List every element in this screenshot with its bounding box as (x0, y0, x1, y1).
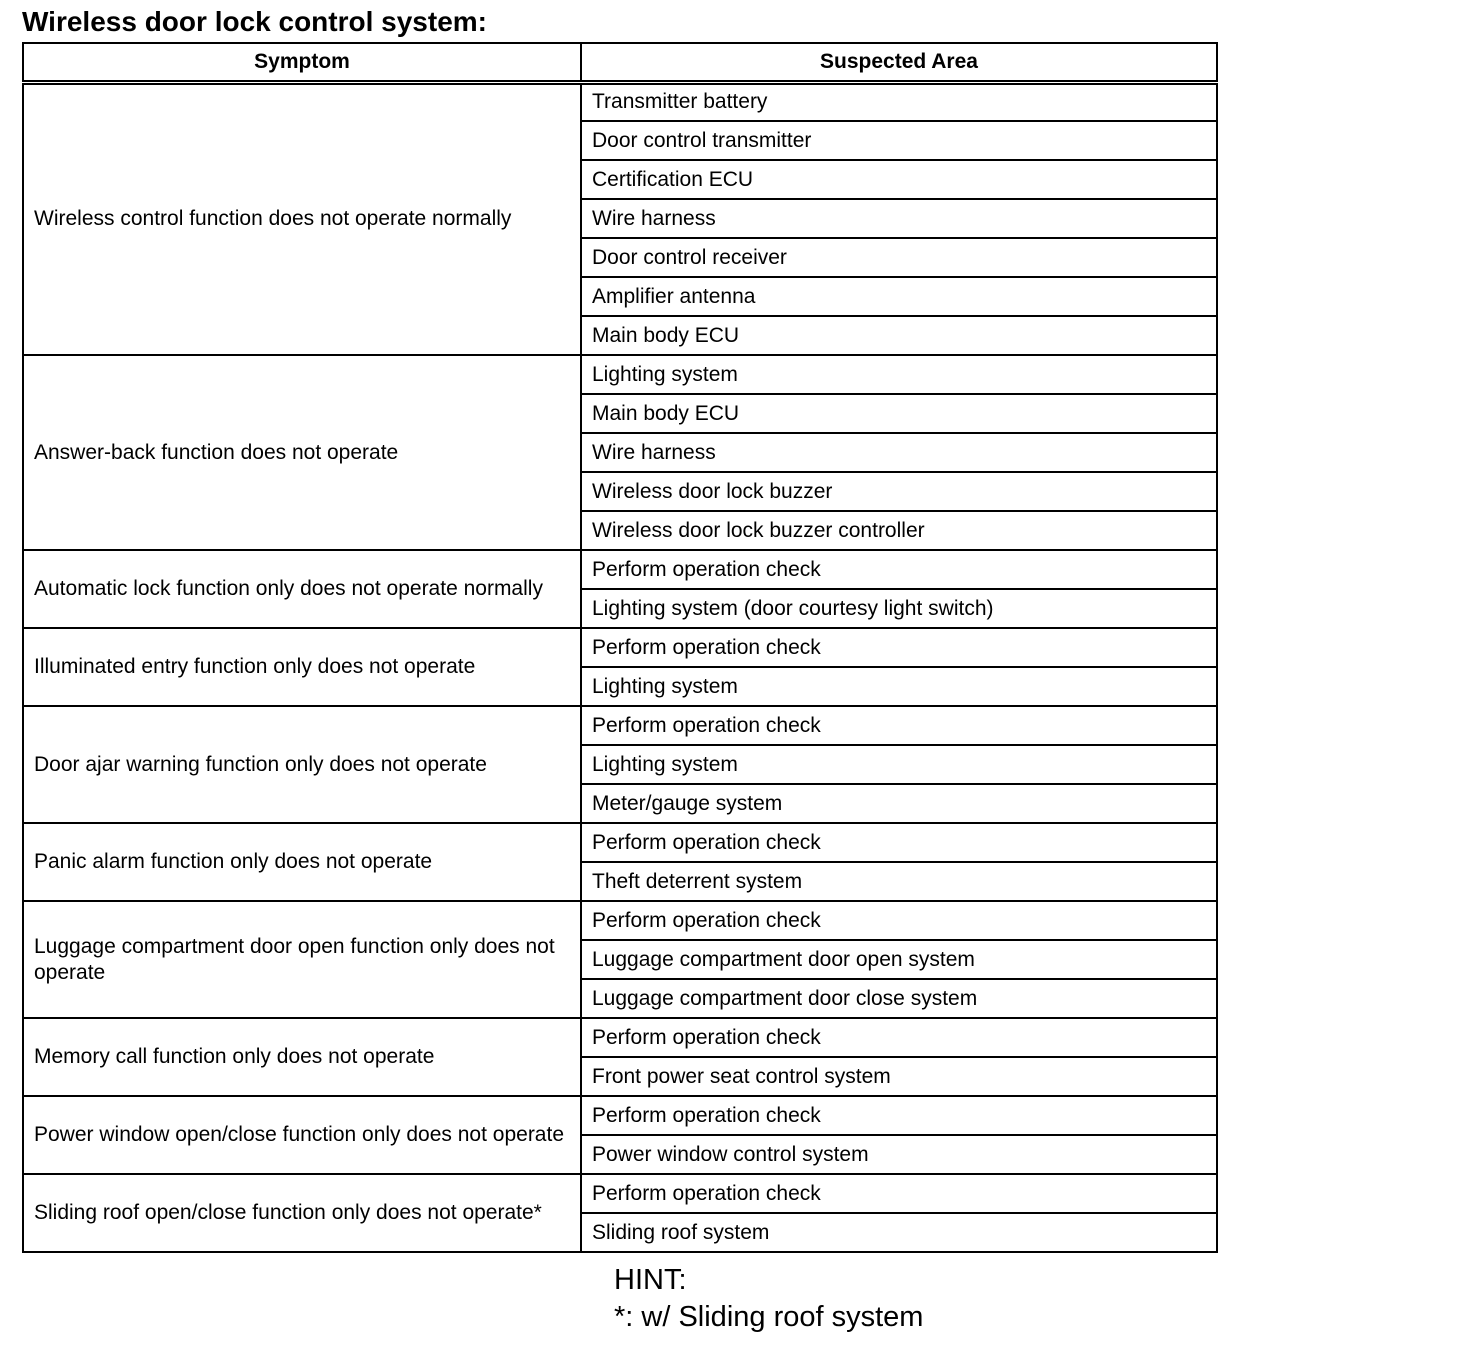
symptom-cell: Wireless control function does not operate normally (23, 82, 581, 355)
symptom-column-header: Symptom (23, 43, 581, 82)
suspected-area-cell: Wireless door lock buzzer (581, 472, 1217, 511)
suspected-area-cell: Lighting system (581, 667, 1217, 706)
suspected-area-cell: Perform operation check (581, 628, 1217, 667)
suspected-area-cell: Perform operation check (581, 1096, 1217, 1135)
table-row (23, 1018, 1217, 1057)
suspected-area-cell: Lighting system (door courtesy light switch) (581, 589, 1217, 628)
suspected-area-cell: Power window control system (581, 1135, 1217, 1174)
suspected-area-cell: Door control transmitter (581, 121, 1217, 160)
suspected-area-cell: Wire harness (581, 433, 1217, 472)
suspected-area-cell: Transmitter battery (581, 82, 1217, 121)
hint-block (614, 1262, 923, 1336)
suspected-area-cell: Sliding roof system (581, 1213, 1217, 1252)
suspected-area-cell: Certification ECU (581, 160, 1217, 199)
table-row (23, 628, 1217, 667)
table-row (23, 706, 1217, 745)
table-row (23, 901, 1217, 940)
suspected-area-cell: Luggage compartment door close system (581, 979, 1217, 1018)
suspected-area-cell: Perform operation check (581, 706, 1217, 745)
suspected-area-cell: Main body ECU (581, 316, 1217, 355)
table-body (23, 82, 1217, 1252)
suspected-area-cell: Amplifier antenna (581, 277, 1217, 316)
page-title: Wireless door lock control system: (22, 6, 487, 37)
suspected-area-cell: Theft deterrent system (581, 862, 1217, 901)
suspected-area-cell: Wireless door lock buzzer controller (581, 511, 1217, 550)
symptom-cell: Luggage compartment door open function only does not operate (23, 901, 581, 1018)
symptom-cell: Illuminated entry function only does not operate (23, 628, 581, 706)
symptom-cell: Panic alarm function only does not operate (23, 823, 581, 901)
suspected-area-cell: Perform operation check (581, 1174, 1217, 1213)
symptom-cell: Memory call function only does not operate (23, 1018, 581, 1096)
suspected-area-cell: Meter/gauge system (581, 784, 1217, 823)
symptom-cell: Door ajar warning function only does not operate (23, 706, 581, 823)
suspected-area-column-header: Suspected Area (581, 43, 1217, 82)
symptom-cell: Automatic lock function only does not operate normally (23, 550, 581, 628)
suspected-area-cell: Perform operation check (581, 901, 1217, 940)
symptom-cell: Sliding roof open/close function only does not operate* (23, 1174, 581, 1252)
table-row (23, 355, 1217, 394)
table-row (23, 550, 1217, 589)
table-row (23, 82, 1217, 121)
suspected-area-cell: Main body ECU (581, 394, 1217, 433)
table-header-row (23, 43, 1217, 82)
suspected-area-cell: Luggage compartment door open system (581, 940, 1217, 979)
symptom-table (22, 42, 1218, 1253)
table-row (23, 1174, 1217, 1213)
suspected-area-cell: Perform operation check (581, 823, 1217, 862)
symptom-cell: Answer-back function does not operate (23, 355, 581, 550)
symptom-cell: Power window open/close function only does not operate (23, 1096, 581, 1174)
suspected-area-cell: Front power seat control system (581, 1057, 1217, 1096)
table-row (23, 1096, 1217, 1135)
table-row (23, 823, 1217, 862)
suspected-area-cell: Lighting system (581, 745, 1217, 784)
suspected-area-cell: Perform operation check (581, 550, 1217, 589)
hint-label: HINT: (614, 1264, 687, 1296)
suspected-area-cell: Perform operation check (581, 1018, 1217, 1057)
suspected-area-cell: Door control receiver (581, 238, 1217, 277)
hint-note: *: w/ Sliding roof system (614, 1301, 924, 1333)
suspected-area-cell: Lighting system (581, 355, 1217, 394)
suspected-area-cell: Wire harness (581, 199, 1217, 238)
